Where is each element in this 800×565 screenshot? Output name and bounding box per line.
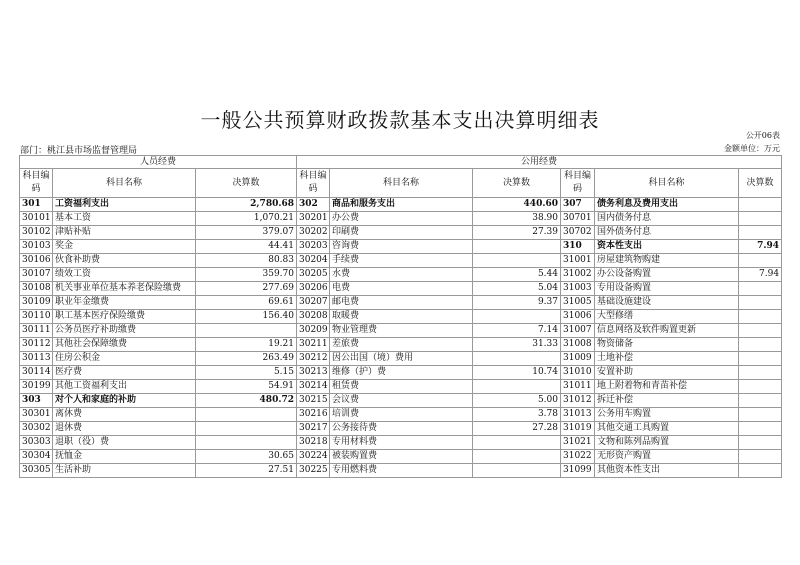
cell-amount bbox=[739, 352, 782, 366]
expenditure-table bbox=[19, 155, 782, 478]
cell-amount: 27.28 bbox=[473, 422, 561, 436]
cell-amount bbox=[739, 450, 782, 464]
cell-name: 土地补偿 bbox=[595, 352, 739, 366]
cell-code: 30224 bbox=[297, 450, 330, 464]
cell-code: 30113 bbox=[20, 352, 53, 366]
cell-code: 31013 bbox=[561, 408, 595, 422]
cell-name: 医疗费 bbox=[53, 366, 196, 380]
cell-name: 办公费 bbox=[330, 212, 473, 226]
cell-code: 31003 bbox=[561, 282, 595, 296]
header-amount: 决算数 bbox=[473, 169, 561, 198]
cell-code: 30215 bbox=[297, 394, 330, 408]
cell-name: 绩效工资 bbox=[53, 268, 196, 282]
cell-name: 住房公积金 bbox=[53, 352, 196, 366]
cell-amount bbox=[473, 380, 561, 394]
cell-amount: 2,780.68 bbox=[196, 198, 297, 212]
cell-code: 30213 bbox=[297, 366, 330, 380]
cell-name: 职业年金缴费 bbox=[53, 296, 196, 310]
cell-code: 30106 bbox=[20, 254, 53, 268]
cell-code: 30114 bbox=[20, 366, 53, 380]
cell-name: 电费 bbox=[330, 282, 473, 296]
cell-amount: 44.41 bbox=[196, 240, 297, 254]
cell-amount bbox=[473, 240, 561, 254]
cell-amount: 5.15 bbox=[196, 366, 297, 380]
cell-amount bbox=[739, 422, 782, 436]
cell-amount: 27.39 bbox=[473, 226, 561, 240]
cell-code: 302 bbox=[297, 198, 330, 212]
cell-code: 30212 bbox=[297, 352, 330, 366]
cell-name: 基本工资 bbox=[53, 212, 196, 226]
cell-amount: 5.04 bbox=[473, 282, 561, 296]
section-personnel: 人员经费 bbox=[20, 156, 297, 169]
cell-amount bbox=[473, 310, 561, 324]
cell-amount bbox=[196, 324, 297, 338]
table-row bbox=[20, 240, 782, 254]
cell-code: 30302 bbox=[20, 422, 53, 436]
cell-name: 退休费 bbox=[53, 422, 196, 436]
cell-code: 30109 bbox=[20, 296, 53, 310]
cell-code: 31001 bbox=[561, 254, 595, 268]
cell-amount: 27.51 bbox=[196, 464, 297, 478]
cell-amount: 379.07 bbox=[196, 226, 297, 240]
cell-code: 30107 bbox=[20, 268, 53, 282]
cell-code: 30201 bbox=[297, 212, 330, 226]
cell-name: 其他社会保障缴费 bbox=[53, 338, 196, 352]
cell-amount: 38.90 bbox=[473, 212, 561, 226]
cell-code: 31022 bbox=[561, 450, 595, 464]
header-name: 科目名称 bbox=[330, 169, 473, 198]
cell-code: 30101 bbox=[20, 212, 53, 226]
cell-amount: 7.14 bbox=[473, 324, 561, 338]
cell-amount bbox=[739, 380, 782, 394]
table-row bbox=[20, 254, 782, 268]
cell-name: 因公出国（境）费用 bbox=[330, 352, 473, 366]
cell-name: 物业管理费 bbox=[330, 324, 473, 338]
table-row bbox=[20, 394, 782, 408]
cell-code: 307 bbox=[561, 198, 595, 212]
cell-name: 职工基本医疗保险缴费 bbox=[53, 310, 196, 324]
cell-amount bbox=[473, 450, 561, 464]
table-row bbox=[20, 422, 782, 436]
table-row bbox=[20, 212, 782, 226]
cell-code: 30216 bbox=[297, 408, 330, 422]
cell-name: 手续费 bbox=[330, 254, 473, 268]
cell-name: 其他资本性支出 bbox=[595, 464, 739, 478]
cell-code: 31010 bbox=[561, 366, 595, 380]
cell-code: 30303 bbox=[20, 436, 53, 450]
form-number: 公开06表 bbox=[745, 131, 780, 140]
table-row bbox=[20, 268, 782, 282]
cell-code: 30108 bbox=[20, 282, 53, 296]
cell-name: 维修（护）费 bbox=[330, 366, 473, 380]
cell-amount: 9.37 bbox=[473, 296, 561, 310]
cell-amount: 7.94 bbox=[739, 240, 782, 254]
table-row bbox=[20, 198, 782, 212]
cell-code: 30218 bbox=[297, 436, 330, 450]
cell-name: 对个人和家庭的补助 bbox=[53, 394, 196, 408]
cell-code: 31099 bbox=[561, 464, 595, 478]
cell-code: 30110 bbox=[20, 310, 53, 324]
header-code: 科目编码 bbox=[297, 169, 330, 198]
cell-amount bbox=[739, 324, 782, 338]
unit-label: 金额单位：万元 bbox=[724, 144, 780, 153]
cell-name: 公务用车购置 bbox=[595, 408, 739, 422]
header-name: 科目名称 bbox=[595, 169, 739, 198]
cell-code: 31007 bbox=[561, 324, 595, 338]
cell-amount: 19.21 bbox=[196, 338, 297, 352]
cell-code: 301 bbox=[20, 198, 53, 212]
cell-amount bbox=[739, 366, 782, 380]
cell-name: 公务员医疗补助缴费 bbox=[53, 324, 196, 338]
cell-name: 咨询费 bbox=[330, 240, 473, 254]
cell-amount: 5.00 bbox=[473, 394, 561, 408]
cell-name: 工资福利支出 bbox=[53, 198, 196, 212]
cell-code: 30206 bbox=[297, 282, 330, 296]
cell-code: 31021 bbox=[561, 436, 595, 450]
cell-name: 大型修缮 bbox=[595, 310, 739, 324]
cell-code: 30102 bbox=[20, 226, 53, 240]
cell-name: 文物和陈列品购置 bbox=[595, 436, 739, 450]
cell-amount: 7.94 bbox=[739, 268, 782, 282]
cell-code: 31006 bbox=[561, 310, 595, 324]
cell-name: 津贴补贴 bbox=[53, 226, 196, 240]
cell-amount: 156.40 bbox=[196, 310, 297, 324]
cell-code: 31008 bbox=[561, 338, 595, 352]
table-row bbox=[20, 366, 782, 380]
cell-amount bbox=[739, 212, 782, 226]
cell-name: 安置补助 bbox=[595, 366, 739, 380]
cell-amount bbox=[739, 338, 782, 352]
cell-name: 水费 bbox=[330, 268, 473, 282]
cell-amount bbox=[473, 436, 561, 450]
cell-name: 奖金 bbox=[53, 240, 196, 254]
cell-amount bbox=[473, 352, 561, 366]
table-row bbox=[20, 380, 782, 394]
cell-amount bbox=[739, 198, 782, 212]
header-name: 科目名称 bbox=[53, 169, 196, 198]
header-code: 科目编码 bbox=[20, 169, 53, 198]
cell-name: 专用燃料费 bbox=[330, 464, 473, 478]
cell-name: 培训费 bbox=[330, 408, 473, 422]
cell-name: 基础设施建设 bbox=[595, 296, 739, 310]
table-row bbox=[20, 226, 782, 240]
cell-code: 30211 bbox=[297, 338, 330, 352]
cell-code: 30208 bbox=[297, 310, 330, 324]
cell-code: 30701 bbox=[561, 212, 595, 226]
cell-code: 30209 bbox=[297, 324, 330, 338]
cell-name: 无形资产购置 bbox=[595, 450, 739, 464]
cell-name: 伙食补助费 bbox=[53, 254, 196, 268]
cell-name: 退职（役）费 bbox=[53, 436, 196, 450]
cell-code: 31005 bbox=[561, 296, 595, 310]
cell-amount bbox=[739, 296, 782, 310]
cell-amount bbox=[473, 254, 561, 268]
cell-name: 信息网络及软件购置更新 bbox=[595, 324, 739, 338]
header-amount: 决算数 bbox=[196, 169, 297, 198]
cell-amount bbox=[196, 436, 297, 450]
cell-name: 机关事业单位基本养老保险缴费 bbox=[53, 282, 196, 296]
cell-name: 被装购置费 bbox=[330, 450, 473, 464]
cell-name: 租赁费 bbox=[330, 380, 473, 394]
cell-amount bbox=[739, 226, 782, 240]
cell-name: 办公设备购置 bbox=[595, 268, 739, 282]
cell-amount bbox=[196, 422, 297, 436]
cell-code: 31002 bbox=[561, 268, 595, 282]
table-row bbox=[20, 464, 782, 478]
cell-name: 资本性支出 bbox=[595, 240, 739, 254]
cell-code: 30111 bbox=[20, 324, 53, 338]
cell-code: 31009 bbox=[561, 352, 595, 366]
table-row bbox=[20, 338, 782, 352]
report-title: 一般公共预算财政拨款基本支出决算明细表 bbox=[200, 108, 600, 132]
cell-code: 30203 bbox=[297, 240, 330, 254]
cell-code: 30225 bbox=[297, 464, 330, 478]
cell-name: 债务利息及费用支出 bbox=[595, 198, 739, 212]
table-row bbox=[20, 450, 782, 464]
cell-name: 公务接待费 bbox=[330, 422, 473, 436]
cell-code: 31011 bbox=[561, 380, 595, 394]
header-amount: 决算数 bbox=[739, 169, 782, 198]
cell-code: 303 bbox=[20, 394, 53, 408]
cell-code: 30204 bbox=[297, 254, 330, 268]
cell-name: 其他交通工具购置 bbox=[595, 422, 739, 436]
table-row bbox=[20, 436, 782, 450]
table-row bbox=[20, 296, 782, 310]
cell-amount: 480.72 bbox=[196, 394, 297, 408]
cell-name: 取暖费 bbox=[330, 310, 473, 324]
cell-name: 差旅费 bbox=[330, 338, 473, 352]
cell-code: 30205 bbox=[297, 268, 330, 282]
cell-amount: 30.65 bbox=[196, 450, 297, 464]
cell-amount bbox=[739, 394, 782, 408]
cell-amount bbox=[739, 310, 782, 324]
cell-amount: 263.49 bbox=[196, 352, 297, 366]
cell-code: 30207 bbox=[297, 296, 330, 310]
cell-amount bbox=[739, 282, 782, 296]
cell-name: 专用设备购置 bbox=[595, 282, 739, 296]
cell-name: 拆迁补偿 bbox=[595, 394, 739, 408]
cell-name: 国外债务付息 bbox=[595, 226, 739, 240]
cell-name: 邮电费 bbox=[330, 296, 473, 310]
table-row bbox=[20, 282, 782, 296]
cell-amount bbox=[473, 464, 561, 478]
cell-code: 30702 bbox=[561, 226, 595, 240]
cell-code: 310 bbox=[561, 240, 595, 254]
cell-amount: 69.61 bbox=[196, 296, 297, 310]
cell-amount bbox=[196, 408, 297, 422]
cell-amount: 3.78 bbox=[473, 408, 561, 422]
cell-amount: 10.74 bbox=[473, 366, 561, 380]
cell-code: 30103 bbox=[20, 240, 53, 254]
cell-name: 印刷费 bbox=[330, 226, 473, 240]
cell-name: 其他工资福利支出 bbox=[53, 380, 196, 394]
cell-code: 30305 bbox=[20, 464, 53, 478]
cell-code: 30199 bbox=[20, 380, 53, 394]
cell-name: 抚恤金 bbox=[53, 450, 196, 464]
cell-code: 30112 bbox=[20, 338, 53, 352]
cell-name: 地上附着物和青苗补偿 bbox=[595, 380, 739, 394]
cell-amount: 54.91 bbox=[196, 380, 297, 394]
cell-code: 31019 bbox=[561, 422, 595, 436]
cell-amount: 5.44 bbox=[473, 268, 561, 282]
table-row bbox=[20, 324, 782, 338]
cell-name: 国内债务付息 bbox=[595, 212, 739, 226]
department-label: 部门：桃江县市场监督管理局 bbox=[20, 146, 138, 156]
cell-code: 30214 bbox=[297, 380, 330, 394]
cell-amount bbox=[739, 464, 782, 478]
cell-amount: 440.60 bbox=[473, 198, 561, 212]
cell-amount bbox=[739, 254, 782, 268]
cell-name: 会议费 bbox=[330, 394, 473, 408]
cell-amount: 277.69 bbox=[196, 282, 297, 296]
cell-amount bbox=[739, 408, 782, 422]
cell-name: 房屋建筑物购建 bbox=[595, 254, 739, 268]
cell-name: 商品和服务支出 bbox=[330, 198, 473, 212]
section-public: 公用经费 bbox=[297, 156, 782, 169]
table-row bbox=[20, 310, 782, 324]
cell-amount: 31.33 bbox=[473, 338, 561, 352]
table-row bbox=[20, 352, 782, 366]
header-code: 科目编码 bbox=[561, 169, 595, 198]
table-row bbox=[20, 408, 782, 422]
cell-name: 专用材料费 bbox=[330, 436, 473, 450]
cell-amount: 359.70 bbox=[196, 268, 297, 282]
cell-code: 30202 bbox=[297, 226, 330, 240]
cell-code: 30217 bbox=[297, 422, 330, 436]
cell-name: 生活补助 bbox=[53, 464, 196, 478]
cell-amount bbox=[739, 436, 782, 450]
cell-name: 离休费 bbox=[53, 408, 196, 422]
cell-name: 物资储备 bbox=[595, 338, 739, 352]
cell-code: 30301 bbox=[20, 408, 53, 422]
cell-amount: 1,070.21 bbox=[196, 212, 297, 226]
cell-amount: 80.83 bbox=[196, 254, 297, 268]
cell-code: 30304 bbox=[20, 450, 53, 464]
cell-code: 31012 bbox=[561, 394, 595, 408]
